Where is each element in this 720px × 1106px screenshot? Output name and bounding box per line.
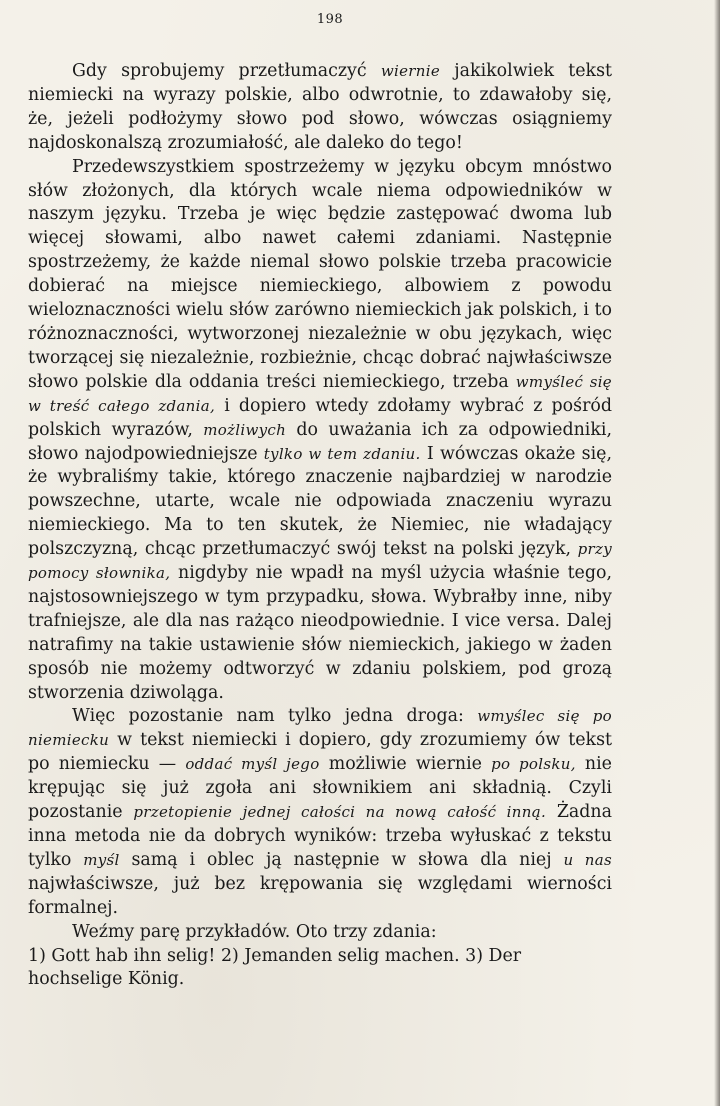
text-segment: możliwie wiernie	[319, 754, 492, 775]
paragraph-p3	[28, 705, 612, 920]
text-segment: Żadna inna metoda nie da dobrych wyników: trzeba wyłuskać z tekstu tylko	[28, 802, 612, 870]
text-segment: Gdy sprobujemy przetłumaczyć	[72, 61, 381, 81]
text-segment: nigdyby nie wpadł na myśl użycia właśnie tego, najstosowniejszego w tym przypadku, słowa. Wybrałby inne, niby trafniejsze, ale dla nas rażąco nieodpowiednie. I vice versa. Dalej natrafimy na takie ustawienie słów niemieckich, jakiego w żaden sposób nie możemy odtworzyć w zdaniu polskiem, pod grozą stworzenia dziwoląga.	[28, 563, 612, 703]
text-segment: samą i oblec ją następnie w słowa dla niej	[119, 849, 564, 870]
text-segment: I wówczas okaże się, że wybraliśmy takie, którego znaczenie najbardziej w narodzie powszechne, utarte, wcale nie odpowiada znaczeniu wyrazu niemieckiego. Ma to ten skutek, że Niemiec, nie władający polszczyzną, chcąc przetłumaczyć swój tekst na polski język,	[28, 443, 612, 560]
text-segment: Przedewszystkiem spostrzeżemy w języku obcym mnóstwo słów złożonych, dla których wcale niema odpowiedników w naszym języku. Trzeba je więc będzie zastępować dwoma lub więcej słowami, albo nawet całemi zdaniami. Następnie spostrzeżemy, że każde niemal słowo polskie trzeba pracowicie dobierać na miejsce niemieckiego, albowiem z powodu wieloznaczności wielu słów zarówno niemieckich jak polskich, i to różnoznaczności, wytworzonej niezależnie w obu językach, więc tworzącej się niezależnie, rozbieżnie, chcąc dobrać najwłaściwsze słowo polskie dla oddania treści niemieckiego, trzeba	[28, 156, 612, 392]
text-segment: w tekst niemiecki i dopiero, gdy zrozumiemy ów tekst po niemiecku —	[28, 730, 612, 775]
emphasized-text: oddać myśl jego	[185, 755, 320, 774]
emphasized-text: u nas	[563, 850, 612, 869]
body-text	[28, 60, 612, 992]
text-segment: Więc pozostanie nam tylko jedna droga:	[72, 706, 478, 727]
text-segment: 1) Gott hab ihn selig! 2) Jemanden selig machen. 3) Der hochselige König.	[28, 945, 522, 990]
page-number: 198	[316, 12, 344, 27]
text-segment: i dopiero wtedy zdołamy wybrać z pośród polskich wyrazów,	[28, 395, 612, 440]
emphasized-text: możliwych	[203, 420, 287, 439]
paragraph-p4	[28, 921, 612, 945]
text-segment: najwłaściwsze, już bez krępowania się względami wierności formalnej.	[28, 873, 612, 918]
paragraph-p5	[28, 945, 612, 993]
emphasized-text: tylko w tem zdaniu.	[263, 444, 421, 463]
emphasized-text: wmyśleć się w treść całego zdania,	[28, 372, 612, 415]
text-segment: nie krępując się już zgoła ani słownikiem ani składnią. Czyli pozostanie	[28, 754, 612, 823]
emphasized-text: po polsku,	[491, 755, 576, 774]
text-segment: Weźmy parę przykładów. Oto trzy zdania:	[72, 921, 437, 942]
paragraph-p1	[28, 60, 612, 156]
page-edge-shadow	[714, 0, 720, 1106]
emphasized-text: myśl	[83, 850, 120, 869]
paragraph-p2	[28, 156, 612, 706]
emphasized-text: przetopienie jednej całości na nową całość inną.	[133, 803, 547, 822]
emphasized-text: przy pomocy słownika,	[28, 540, 612, 583]
text-segment: jakikolwiek tekst niemiecki na wyrazy polskie, albo odwrotnie, to zdawałoby się, że, jeżeli podłożymy słowo pod słowo, wówczas osiągniemy najdoskonalszą zrozumiałość, ale daleko do tego!	[28, 61, 612, 153]
text-segment: do uważania ich za odpowiedniki, słowo najodpowiedniejsze	[28, 419, 612, 464]
emphasized-text: wmyślec się po niemiecku	[28, 707, 612, 750]
emphasized-text: wiernie	[380, 62, 441, 80]
